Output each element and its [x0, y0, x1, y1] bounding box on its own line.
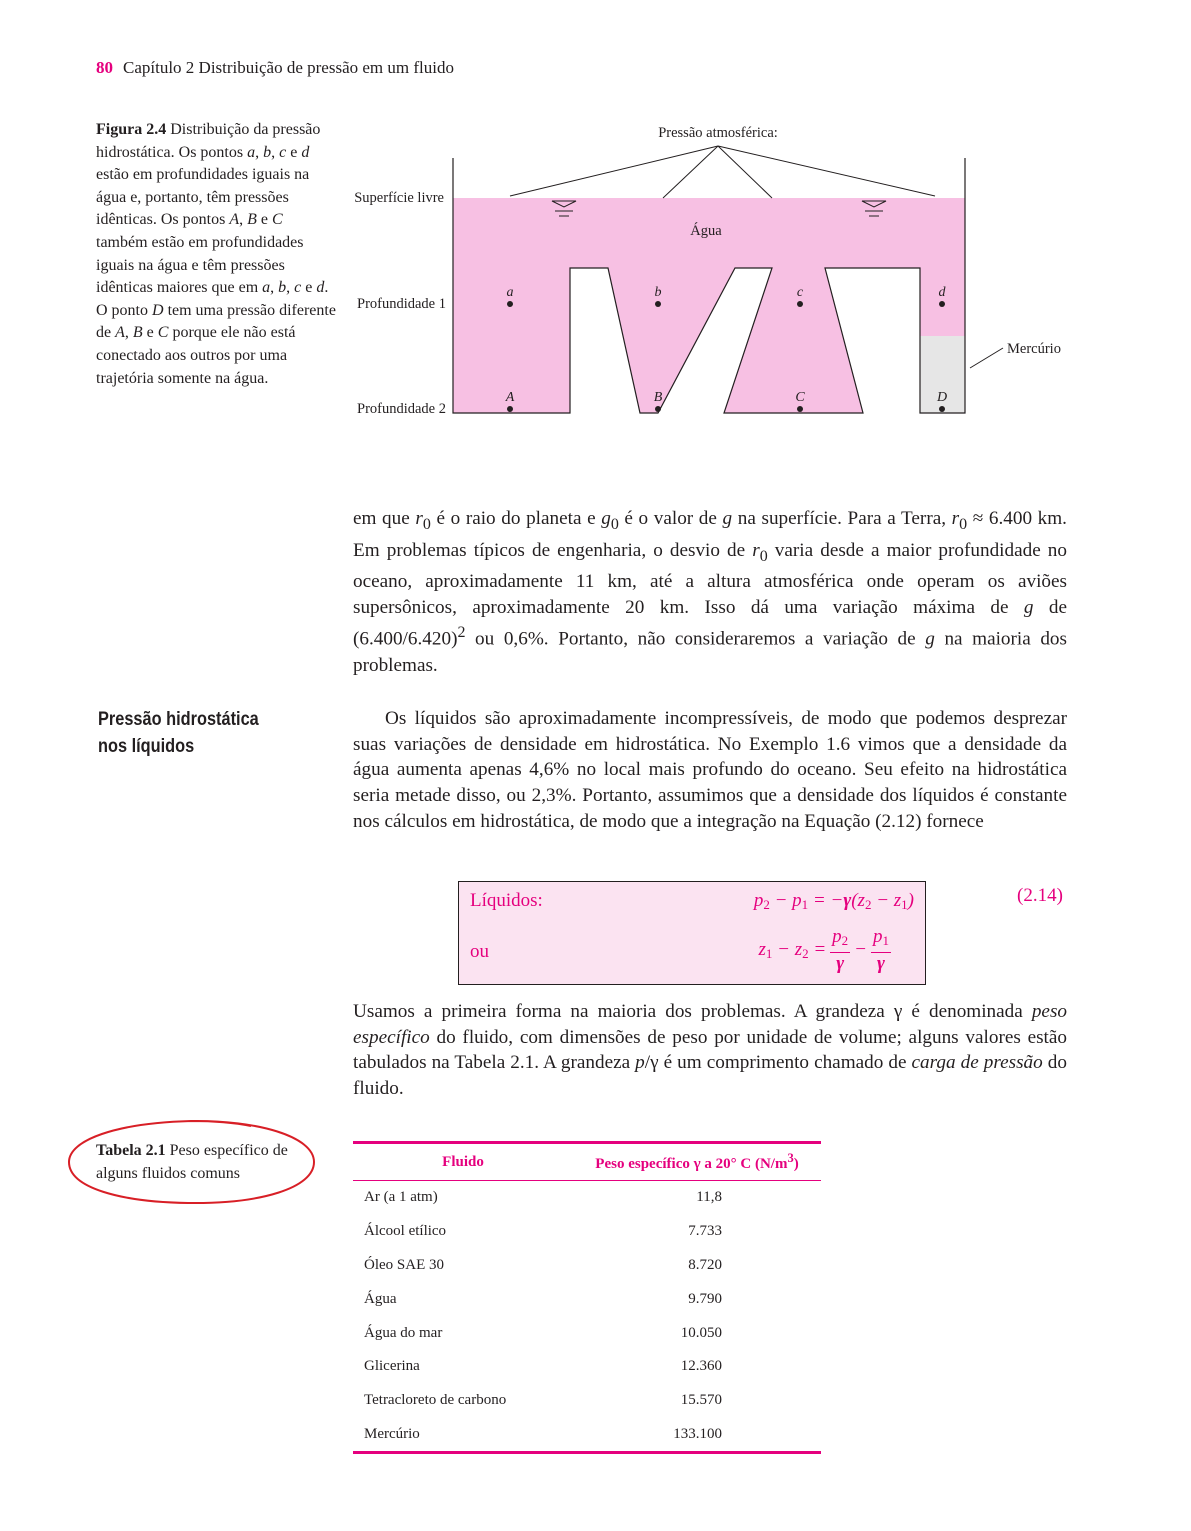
- svg-text:C: C: [795, 390, 805, 405]
- mercury-leader: [970, 348, 1003, 368]
- point-c: [797, 285, 804, 307]
- hydrostatic-figure: [340, 118, 1080, 428]
- cell-specific-weight: 8.720: [688, 1256, 722, 1273]
- paragraph-1: em que $r_0$ é o raio do planeta e $g_0$ é o valor de g na superfície. Para a Terra, $r_0 \approx 6.400$ km. Em problemas típicos de engenharia, o desvio de $r_0$ varia desde a maior profundidade no oceano, aproximadamente 11 km, até a altura atmosférica onde operam os aviões supersônicos, aproximadamente 20 km. Isso dá uma variação máxima de g de $(6.400/6.420)^2$ ou 0,6%. Portanto, não consideraremos a variação de g na maioria dos problemas.: [353, 508, 1067, 676]
- equation-line-2: [758, 924, 895, 976]
- cell-fluid: Ar (a 1 atm): [364, 1189, 438, 1206]
- svg-text:B: B: [653, 390, 663, 405]
- table-row: [353, 1215, 821, 1249]
- chapter-title: Capítulo 2 Distribuição de pressão em um fluido: [123, 58, 454, 77]
- paragraph-3: Usamos a primeira forma na maioria dos problemas. A grandeza γ é denominada peso específico do fluido, com dimensões de peso por unidade de volume; alguns valores estão tabulados na Tabela 2.1. A grandeza p/γ é um comprimento chamado de carga de pressão do fluido.: [353, 1001, 1067, 1100]
- fraction-p2-gamma: $\frac{p_2}{\gamma}$: [832, 925, 849, 974]
- table-bottom-rule: [353, 1451, 821, 1454]
- svg-text:d: d: [938, 285, 946, 300]
- paragraph-2: Os líquidos são aproximadamente incompressíveis, de modo que podemos desprezar suas variações de densidade em hidrostática. No Exemplo 1.6 vimos que a densidade da água aumenta apenas 4,6% no local mais profundo do oceano. Seu efeito na hidrostática seria metade disso, ou 2,3%. Portanto, assumimos que a densidade dos líquidos é constante nos cálculos em hidrostática, de modo que a integração na Equação (2.12) fornece: [353, 708, 1067, 832]
- table-header: [353, 1144, 821, 1181]
- table-row: [353, 1384, 821, 1418]
- cell-fluid: Tetracloreto de carbono: [364, 1392, 507, 1409]
- running-head: [96, 58, 454, 78]
- point-B: [654, 390, 663, 412]
- cell-fluid: Água: [364, 1290, 397, 1307]
- cell-fluid: Mercúrio: [364, 1425, 420, 1442]
- equation-label-liquids: Líquidos:: [470, 890, 543, 911]
- depth-2-label: Profundidade 2: [357, 401, 446, 417]
- equation-number: (2.14): [1017, 885, 1063, 906]
- table-row: [353, 1249, 821, 1283]
- svg-text:b: b: [654, 285, 662, 300]
- annotation-circle: [66, 1118, 316, 1206]
- cell-specific-weight: 11,8: [696, 1189, 722, 1206]
- section-heading: Pressão hidrostática nos líquidos: [98, 709, 259, 757]
- page-number: 80: [96, 58, 113, 77]
- figure-caption-label: Figura 2.4: [96, 121, 167, 138]
- cell-fluid: Óleo SAE 30: [364, 1256, 444, 1273]
- table-row: [353, 1418, 821, 1452]
- atmospheric-label: Pressão atmosférica:: [658, 125, 778, 141]
- table-row: [353, 1350, 821, 1384]
- svg-text:A: A: [505, 390, 515, 405]
- cell-fluid: Água do mar: [364, 1324, 443, 1341]
- cell-specific-weight: 7.733: [688, 1223, 722, 1240]
- table-row: [353, 1316, 821, 1350]
- free-surface-label: Superfície livre: [354, 190, 444, 206]
- figure-caption-text: Distribuição da pressão hidrostática. Os pontos a, b, c e d estão em profundidades iguais na água e, portanto, têm pressões idênticas. Os pontos A, B e C também estão em profundidades iguais na água e têm pressões idênticas maiores que em a, b, c e d. O ponto D tem uma pressão diferente de A, B e C porque ele não está conectado aos outros por uma trajetória somente na água.: [96, 121, 336, 387]
- cell-fluid: Álcool etílico: [364, 1223, 447, 1240]
- atmospheric-pressure-lines: [510, 146, 935, 198]
- specific-weight-table: [353, 1141, 821, 1454]
- fraction-p1-gamma: $\frac{p_1}{\gamma}$: [873, 925, 889, 974]
- figure-caption: [96, 119, 336, 390]
- point-a: [507, 285, 514, 307]
- svg-text:c: c: [796, 285, 804, 300]
- table-row: [353, 1282, 821, 1316]
- equation-box: [458, 881, 926, 985]
- table-body: [353, 1181, 821, 1451]
- table-row: [353, 1181, 821, 1215]
- mercury-label: Mercúrio: [1007, 341, 1061, 357]
- cell-specific-weight: 12.360: [680, 1358, 722, 1375]
- cell-specific-weight: 9.790: [688, 1290, 722, 1307]
- column-header-fluid: Fluido: [442, 1153, 484, 1170]
- svg-text:D: D: [936, 390, 948, 405]
- table-caption-label: Tabela 2.1: [96, 1142, 166, 1159]
- equation-lhs: $z_1 - z_2$ =: [758, 938, 827, 961]
- cell-specific-weight: 133.100: [673, 1425, 722, 1442]
- cell-specific-weight: 15.570: [680, 1392, 722, 1409]
- water-label: Água: [690, 223, 722, 239]
- table-caption-text: Peso específico de alguns fluidos comuns: [96, 1142, 288, 1182]
- svg-text:a: a: [506, 285, 514, 300]
- equation-label-or: ou: [470, 941, 489, 962]
- cell-specific-weight: 10.050: [680, 1324, 722, 1341]
- equation-line-1: $p_2 - p_1 = -\gamma(z_2 - z_1)$: [753, 890, 914, 912]
- cell-fluid: Glicerina: [364, 1358, 420, 1375]
- point-b: [655, 285, 662, 307]
- column-header-specific-weight: Peso específico γ a 20° C $(N/m^3)$: [595, 1151, 799, 1172]
- depth-1-label: Profundidade 1: [357, 296, 446, 312]
- equation-minus: −: [854, 939, 867, 960]
